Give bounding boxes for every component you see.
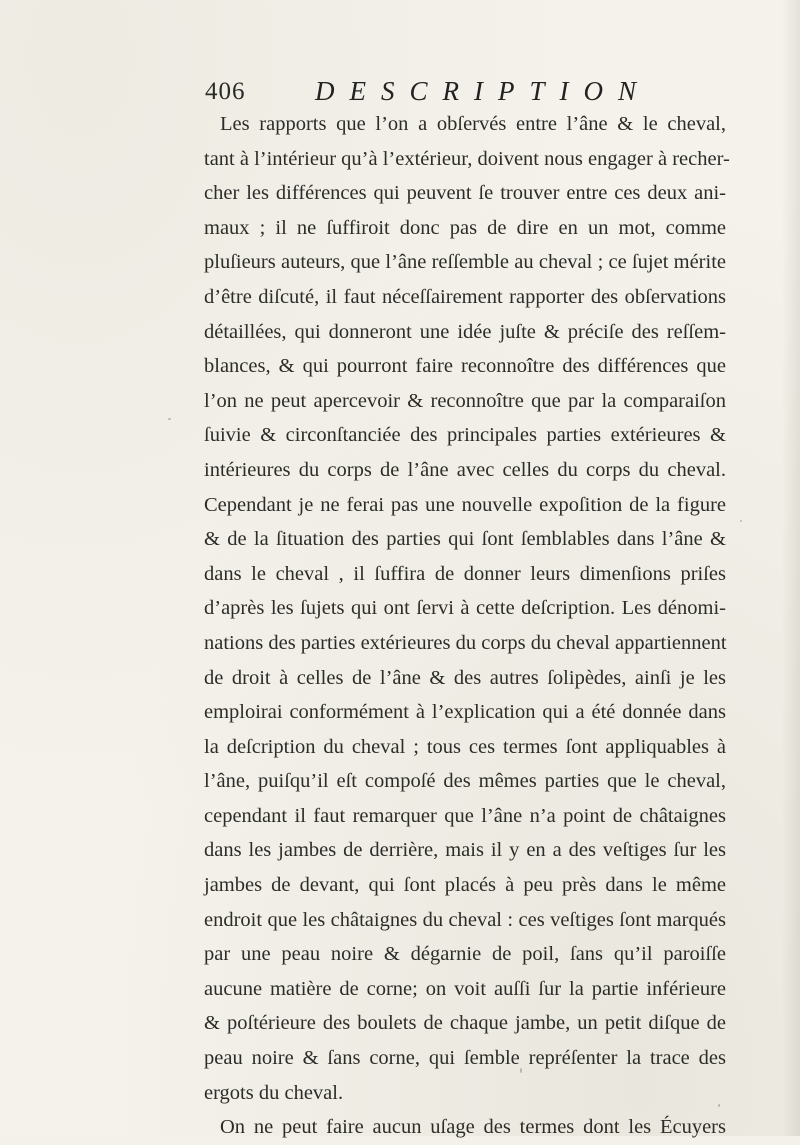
text-line: de droit à celles de l’âne & des autres ſolipèdes, ainſi je les <box>204 666 726 689</box>
text-line: & poſtérieure des boulets de chaque jambe, un petit diſque de <box>204 1012 726 1035</box>
text-line: par une peau noire & dégarnie de poil, ſans qu’il paroiſſe <box>204 943 726 966</box>
text-line: emploirai conformément à l’explication qui a été donnée dans <box>204 701 726 724</box>
text-line: ſuivie & circonſtanciée des principales parties extérieures & <box>204 424 726 447</box>
page-edge-shadow <box>782 0 800 1136</box>
body-text <box>204 107 730 1145</box>
text-line: Cependant je ne ferai pas une nouvelle expoſition de la figure <box>204 493 726 516</box>
text-line: peau noire & ſans corne, qui ſemble repréſenter la trace des <box>204 1047 726 1070</box>
paper-speck <box>168 418 171 420</box>
text-line: Les rapports que l’on a obſervés entre l’âne & le cheval, <box>220 113 726 135</box>
text-line: la deſcription du cheval ; tous ces termes ſont appliquables à <box>204 735 726 758</box>
text-line: maux ; il ne ſuffiroit donc pas de dire en un mot, comme <box>204 216 726 239</box>
paper-speck <box>740 520 742 522</box>
text-line: blances, & qui pourront faire reconnoître des différences que <box>204 355 726 378</box>
text-line: nations des parties extérieures du corps du cheval appartiennent <box>204 631 727 654</box>
text-line: On ne peut faire aucun uſage des termes dont les Écuyers <box>220 1116 726 1139</box>
text-line: l’âne, puiſqu’il eſt compoſé des mêmes parties que le cheval, <box>204 770 726 793</box>
text-line: jambes de devant, qui ſont placés à peu près dans le même <box>204 874 726 897</box>
text-line: cher les différences qui peuvent ſe trouver entre ces deux ani- <box>204 182 726 205</box>
text-line: dans les jambes de derrière, mais il y en a des veſtiges ſur les <box>204 839 726 862</box>
running-title: DESCRIPTION <box>315 76 651 106</box>
text-line: & de la ſituation des parties qui ſont ſemblables dans l’âne & <box>204 528 726 551</box>
page-number: 406 <box>205 78 246 105</box>
text-line: cependant il faut remarquer que l’âne n’a point de châtaignes <box>204 804 726 827</box>
paper-speck <box>718 1104 720 1107</box>
text-line: pluſieurs auteurs, que l’âne reſſemble au cheval ; ce ſujet mérite <box>204 251 726 274</box>
text-line: endroit que les châtaignes du cheval : ces veſtiges ſont marqués <box>204 908 726 931</box>
text-line: tant à l’intérieur qu’à l’extérieur, doivent nous engager à recher- <box>204 147 730 170</box>
text-line: ergots du cheval. <box>204 1081 344 1104</box>
text-line: détaillées, qui donneront une idée juſte & préciſe des reſſem- <box>204 320 726 343</box>
text-line: dans le cheval , il ſuffira de donner leurs dimenſions priſes <box>204 562 726 585</box>
text-line: l’on ne peut apercevoir & reconnoître que par la comparaiſon <box>204 389 726 412</box>
text-line: aucune matière de corne; on voit auſſi ſur la partie inférieure <box>204 977 726 1000</box>
text-line: d’après les ſujets qui ont ſervi à cette deſcription. Les dénomi- <box>204 597 726 620</box>
paper-speck <box>520 1068 522 1073</box>
text-line: d’être diſcuté, il faut néceſſairement rapporter des obſervations <box>204 285 726 308</box>
text-line: intérieures du corps de l’âne avec celles du corps du cheval. <box>204 458 726 481</box>
